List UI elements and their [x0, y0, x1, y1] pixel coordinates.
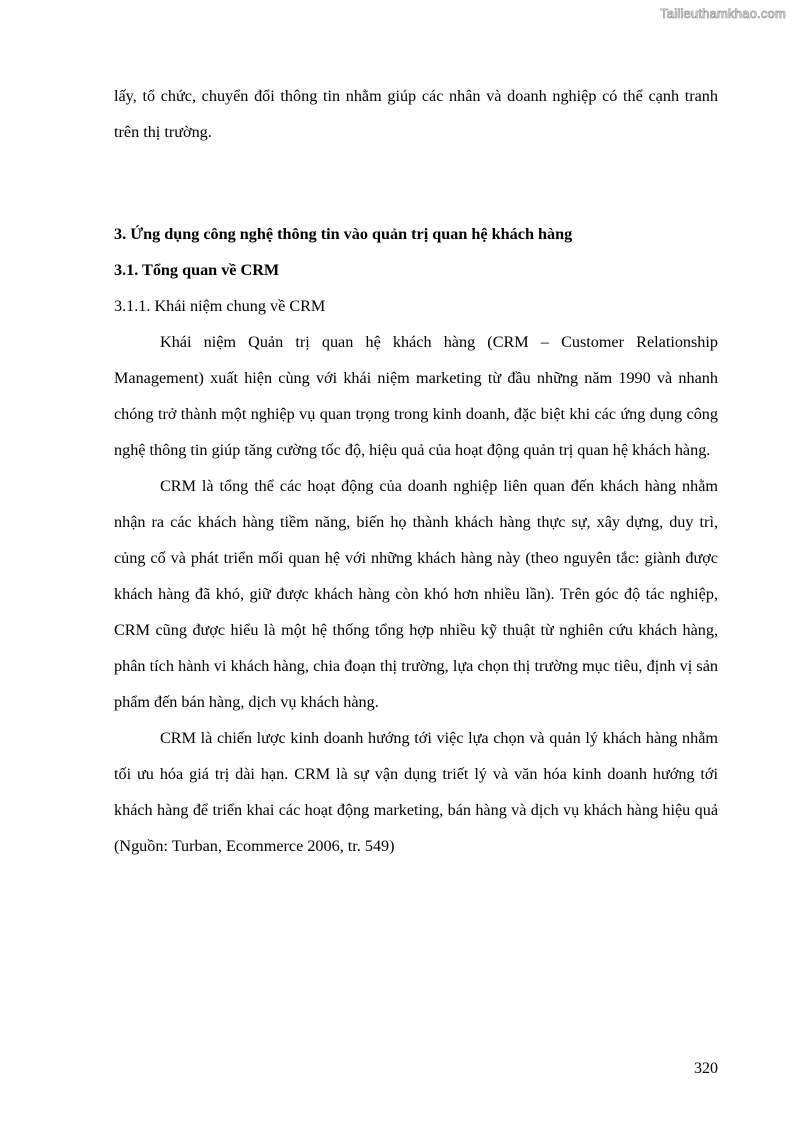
paragraph-crm-strategy: CRM là chiến lược kinh doanh hướng tới việc lựa chọn và quản lý khách hàng nhằm tối ưu hóa giá trị dài hạn. CRM là sự vận dụng triết lý và văn hóa kinh doanh hướng tới khách hàng để triển khai các hoạt động marketing, bán hàng và dịch vụ khách hàng hiệu quả (Nguồn: Turban, Ecommerce 2006, tr. 549)	[114, 729, 718, 855]
subsection-heading: 3.1. Tổng quan về CRM	[114, 261, 280, 279]
subsubsection-heading: 3.1.1. Khái niệm chung về CRM	[114, 297, 326, 315]
watermark: Tailieuthamkhao.com	[660, 6, 786, 21]
section-heading: 3. Ứng dụng công nghệ thông tin vào quản trị quan hệ khách hàng	[114, 225, 573, 243]
paragraph-crm-concept: Khái niệm Quản trị quan hệ khách hàng (CRM – Customer Relationship Management) xuất hiện cùng với khái niệm marketing từ đầu những năm 1990 và nhanh chóng trở thành một nghiệp vụ quan trọng trong kinh doanh, đặc biệt khi các ứng dụng công nghệ thông tin giúp tăng cường tốc độ, hiệu quả của hoạt động quản trị quan hệ khách hàng.	[114, 333, 718, 459]
page-content	[114, 78, 718, 864]
page-number: 320	[694, 1060, 718, 1077]
intro-paragraph: lấy, tổ chức, chuyển đổi thông tin nhằm giúp các nhân và doanh nghiệp có thể cạnh tranh trên thị trường.	[114, 87, 718, 141]
paragraph-crm-activities: CRM là tổng thể các hoạt động của doanh nghiệp liên quan đến khách hàng nhằm nhận ra các khách hàng tiềm năng, biến họ thành khách hàng thực sự, xây dựng, duy trì, củng cố và phát triển mối quan hệ với những khách hàng này (theo nguyên tắc: giành được khách hàng đã khó, giữ được khách hàng còn khó hơn nhiều lần). Trên góc độ tác nghiệp, CRM cũng được hiểu là một hệ thống tổng hợp nhiều kỹ thuật từ nghiên cứu khách hàng, phân tích hành vi khách hàng, chia đoạn thị trường, lựa chọn thị trường mục tiêu, định vị sản phẩm đến bán hàng, dịch vụ khách hàng.	[114, 477, 718, 711]
